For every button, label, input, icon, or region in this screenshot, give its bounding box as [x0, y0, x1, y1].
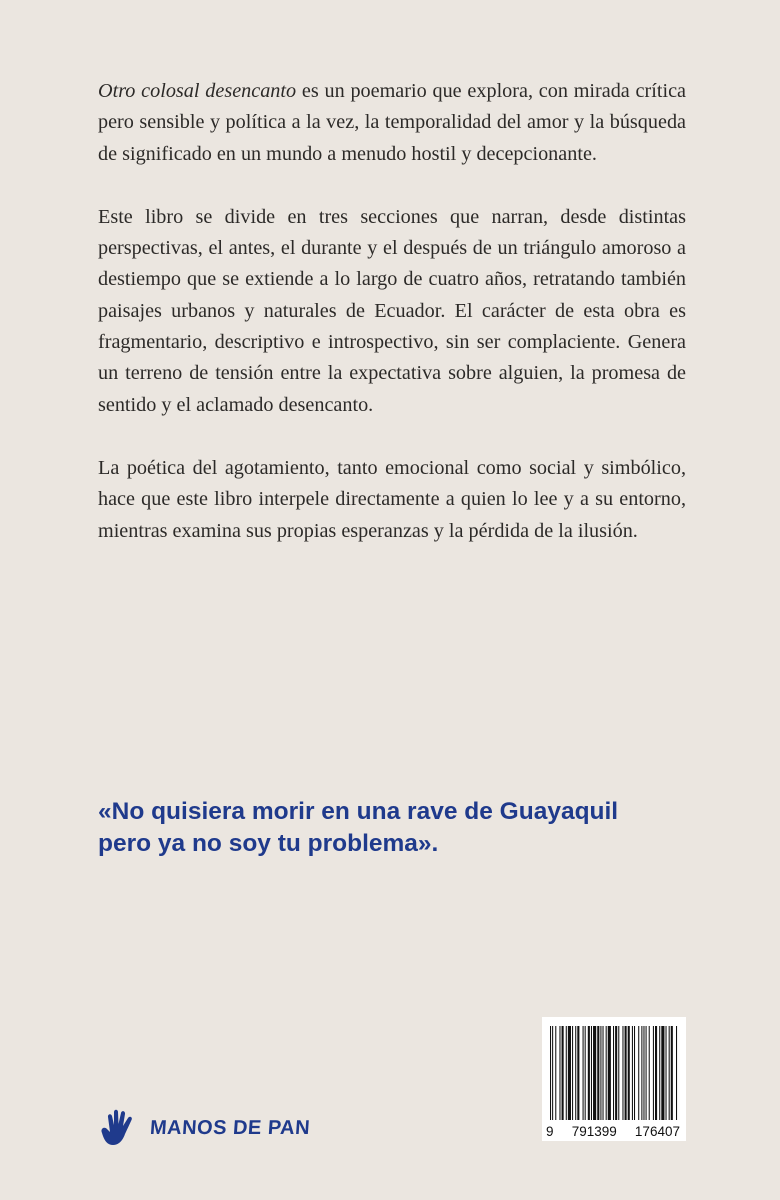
barcode-bar — [559, 1026, 560, 1120]
barcode-bar — [661, 1026, 664, 1120]
barcode-bar — [638, 1026, 639, 1120]
barcode-bar — [552, 1026, 553, 1120]
blurb-paragraph-1 — [98, 76, 686, 170]
barcode-bar — [625, 1026, 627, 1120]
barcode-bar — [597, 1026, 599, 1120]
barcode-bar — [659, 1026, 660, 1120]
barcode-bar — [593, 1026, 596, 1120]
barcode-bar — [600, 1026, 601, 1120]
barcode-bar — [568, 1026, 571, 1120]
hand-icon — [96, 1107, 140, 1149]
barcode-bar — [622, 1026, 623, 1120]
barcode-bar — [643, 1026, 644, 1120]
barcode-bar — [615, 1026, 617, 1120]
blurb-paragraph-1-text: es un poemario que explora, con mirada crítica pero sensible y política a la vez, la temporalidad del amor y la búsqueda de significado en un mundo a menudo hostil y decepcionante. — [98, 80, 686, 165]
barcode-bar — [653, 1026, 654, 1120]
barcode-bar — [632, 1026, 633, 1120]
isbn-left-digits: 791399 — [571, 1124, 617, 1139]
barcode-bar — [646, 1026, 647, 1120]
barcode-bar — [555, 1026, 556, 1120]
pull-quote-line-2: pero ya no soy tu problema». — [98, 830, 439, 857]
barcode-bar — [618, 1026, 619, 1120]
barcode-bar — [575, 1026, 576, 1120]
barcode-bar — [628, 1026, 630, 1120]
barcode-bar — [603, 1026, 604, 1120]
barcode-bar — [588, 1026, 590, 1120]
barcode-bar — [577, 1026, 579, 1120]
barcode-bar — [676, 1026, 677, 1120]
back-cover-blurb — [98, 76, 686, 579]
book-title: Otro colosal desencanto — [98, 80, 297, 102]
publisher-name: MANOS DE PAN — [149, 1116, 311, 1139]
barcode-bar — [613, 1026, 614, 1120]
barcode-bar — [669, 1026, 670, 1120]
barcode-bar — [606, 1026, 607, 1120]
barcode-bar — [572, 1026, 573, 1120]
isbn-number — [542, 1124, 686, 1139]
barcode-bar — [550, 1026, 551, 1120]
pull-quote — [98, 796, 718, 860]
barcode-bar — [566, 1026, 567, 1120]
barcode-bar — [591, 1026, 592, 1120]
barcode-bar — [649, 1026, 650, 1120]
barcode-bars — [550, 1026, 678, 1120]
publisher-logo — [96, 1104, 310, 1152]
isbn-barcode — [542, 1017, 686, 1141]
barcode-bar — [583, 1026, 584, 1120]
barcode-bar — [666, 1026, 667, 1120]
pull-quote-line-1: «No quisiera morir en una rave de Guayaquil — [98, 798, 619, 825]
barcode-bar — [655, 1026, 657, 1120]
barcode-bar — [562, 1026, 564, 1120]
barcode-bar — [641, 1026, 642, 1120]
blurb-paragraph-3: La poética del agotamiento, tanto emocional como social y simbólico, hace que este libro interpele directamente a quien lo lee y a su entorno, mientras examina sus propias esperanzas y la pérdida de la ilusión. — [98, 456, 686, 542]
barcode-bar — [608, 1026, 611, 1120]
barcode-bar — [585, 1026, 586, 1120]
barcode-bar — [634, 1026, 635, 1120]
isbn-right-digits: 176407 — [634, 1124, 680, 1139]
isbn-prefix: 9 — [546, 1124, 554, 1139]
barcode-bar — [671, 1026, 673, 1120]
blurb-paragraph-2: Este libro se divide en tres secciones que narran, desde distintas perspectivas, el antes, el durante y el después de un triángulo amoroso a destiempo que se extiende a lo largo de cuatro años, retratando también paisajes urbanos y naturales de Ecuador. El carácter de esta obra es fragmentario, descriptivo e introspectivo, sin ser complaciente. Genera un terreno de tensión entre la expectativa sobre alguien, la promesa de sentido y el aclamado desencanto. — [98, 205, 686, 416]
